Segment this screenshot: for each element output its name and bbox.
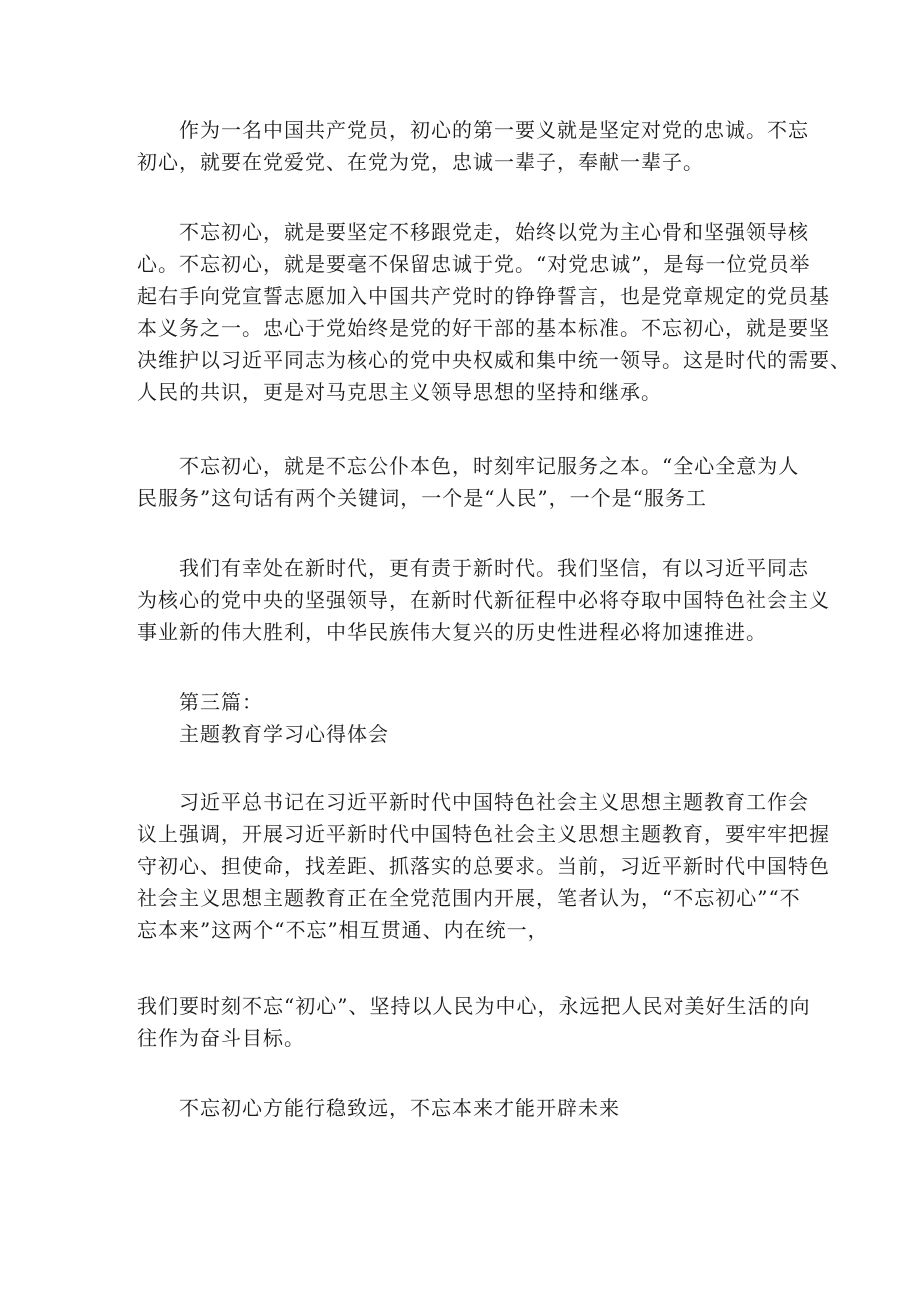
paragraph-2-line-5: 决维护以习近平同志为核心的党中央权威和集中统一领导。这是时代的需要、 xyxy=(137,348,851,372)
section-title: 主题教育学习心得体会 xyxy=(179,722,389,746)
paragraph-2 xyxy=(137,216,851,408)
section-number: 第三篇： xyxy=(179,690,263,714)
paragraph-7 xyxy=(137,990,811,1054)
paragraph-6-line-3: 守初心、担使命，找差距、抓落实的总要求。当前，习近平新时代中国特色 xyxy=(137,854,830,878)
paragraph-4 xyxy=(137,552,830,648)
paragraph-6 xyxy=(137,786,830,946)
paragraph-6-line-2: 议上强调，开展习近平新时代中国特色社会主义思想主题教育，要牢牢把握 xyxy=(137,822,830,846)
paragraph-8 xyxy=(137,1092,797,1124)
paragraph-4-line-3: 事业新的伟大胜利，中华民族伟大复兴的历史性进程必将加速推进。 xyxy=(137,620,767,644)
paragraph-3-line-2: 民服务”这句话有两个关键词，一个是“人民”，一个是“服务工 xyxy=(137,486,707,510)
paragraph-4-line-1: 我们有幸处在新时代，更有责于新时代。我们坚信，有以习近平同志 xyxy=(179,556,809,580)
paragraph-6-line-4: 社会主义思想主题教育正在全党范围内开展，笔者认为，“不忘初心”“不 xyxy=(137,886,801,910)
paragraph-1-line-2: 初心，就要在党爱党、在党为党，忠诚一辈子，奉献一辈子。 xyxy=(137,150,704,174)
paragraph-4-line-2: 为核心的党中央的坚强领导，在新时代新征程中必将夺取中国特色社会主义 xyxy=(137,588,830,612)
paragraph-7-line-1: 我们要时刻不忘“初心”、坚持以人民为中心，永远把人民对美好生活的向 xyxy=(137,994,811,1018)
paragraph-3 xyxy=(137,450,800,514)
paragraph-2-line-6: 人民的共识，更是对马克思主义领导思想的坚持和继承。 xyxy=(137,380,662,404)
paragraph-7-line-2: 往作为奋斗目标。 xyxy=(137,1026,305,1050)
paragraph-2-line-3: 起右手向党宣誓志愿加入中国共产党时的铮铮誓言，也是党章规定的党员基 xyxy=(137,284,830,308)
paragraph-1-line-1: 作为一名中国共产党员，初心的第一要义就是坚定对党的忠诚。不忘 xyxy=(179,118,809,142)
paragraph-6-line-1: 习近平总书记在习近平新时代中国特色社会主义思想主题教育工作会 xyxy=(179,790,809,814)
paragraph-6-line-5: 忘本来”这两个“不忘”相互贯通、内在统一， xyxy=(137,918,549,942)
paragraph-3-line-1: 不忘初心，就是不忘公仆本色，时刻牢记服务之本。“全心全意为人 xyxy=(179,454,800,478)
paragraph-2-line-4: 本义务之一。忠心于党始终是党的好干部的基本标准。不忘初心，就是要坚 xyxy=(137,316,830,340)
paragraph-8-line-1: 不忘初心方能行稳致远，不忘本来才能开辟未来 xyxy=(179,1096,620,1120)
paragraph-1 xyxy=(137,114,809,178)
paragraph-2-line-2: 心。不忘初心，就是要毫不保留忠诚于党。“对党忠诚”，是每一位党员举 xyxy=(137,252,811,276)
paragraph-2-line-1: 不忘初心，就是要坚定不移跟党走，始终以党为主心骨和坚强领导核 xyxy=(179,220,809,244)
section-heading xyxy=(137,686,797,750)
